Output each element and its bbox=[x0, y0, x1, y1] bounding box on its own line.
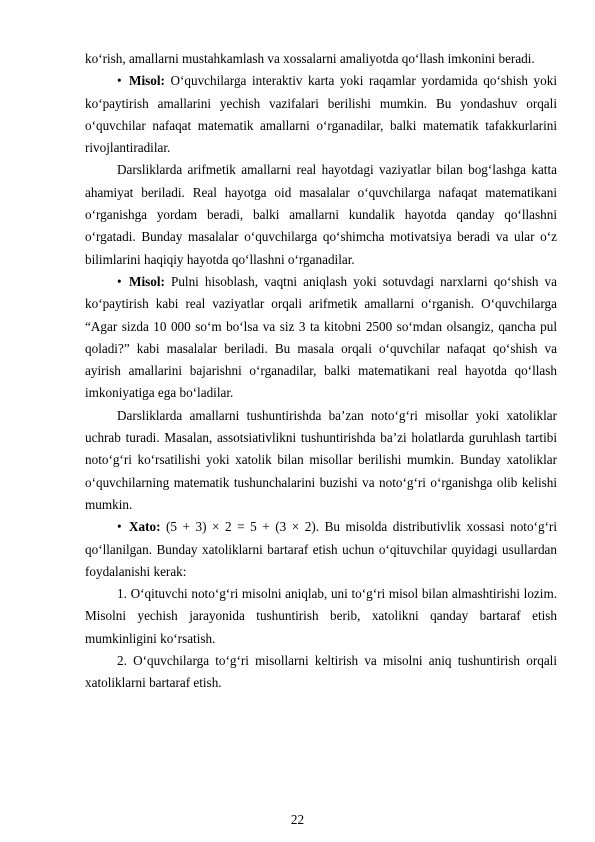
document-body bbox=[85, 48, 557, 695]
bullet-paragraph bbox=[85, 516, 557, 583]
bullet-icon: • bbox=[117, 73, 122, 89]
bullet-text: O‘quvchilarga interaktiv karta yoki raqamlar yordamida qo‘shish yoki ko‘paytirish amallarini yechish vazifalari berilishi mumkin. Bu yondashuv orqali o‘quvchilar nafaqat matematik amallarni o‘rganadilar, balki matematik tafakkurlarini rivojlantiradilar. bbox=[85, 73, 557, 156]
bullet-paragraph bbox=[85, 271, 557, 405]
bullet-paragraph bbox=[85, 70, 557, 159]
bullet-label: Xato: bbox=[129, 519, 161, 535]
bullet-label: Misol: bbox=[129, 273, 165, 289]
numbered-item: 1. O‘qituvchi noto‘g‘ri misolni aniqlab, uni to‘g‘ri misol bilan almashtirishi lozim. Misolni yechish jarayonida tushuntirish berib, xatolikni qanday bartaraf etish mumkinligini ko‘rsatish. bbox=[85, 586, 557, 646]
bullet-text: (5 + 3) × 2 = 5 + (3 × 2). Bu misolda distributivlik xossasi noto‘g‘ri qo‘llanilgan. Bunday xatoliklarni bartaraf etish uchun o‘qituvchilar quyidagi usullardan foydalanishi kerak: bbox=[85, 519, 557, 579]
paragraph: Darsliklarda arifmetik amallarni real hayotdagi vaziyatlar bilan bog‘lashga katta ahamiyat beriladi. Real hayotga oid masalalar o‘quvchilarga nafaqat matematikani o‘rganishga yordam beradi, balki amallarni kundalik hayotda qanday qo‘llashni o‘rgatadi. Bunday masalalar o‘quvchilarga qo‘shimcha motivatsiya beradi va ular o‘z bilimlarini haqiqiy hayotda qo‘llashni o‘rganadilar. bbox=[85, 162, 557, 267]
page-number: 22 bbox=[290, 812, 305, 827]
paragraph: ko‘rish, amallarni mustahkamlash va xossalarni amaliyotda qo‘llash imkonini beradi. bbox=[85, 51, 535, 66]
bullet-label: Misol: bbox=[129, 73, 165, 89]
bullet-text: Pulni hisoblash, vaqtni aniqlash yoki sotuvdagi narxlarni qo‘shish va ko‘paytirish kabi real vaziyatlar orqali arifmetik amallarni o‘rganish. O‘quvchilarga “Agar sizda 10 000 so‘m bo‘lsa va siz 3 ta kitobni 2500 so‘mdan olsangiz, qancha pul qoladi?” kabi masalalar beriladi. Bu masala orqali o‘quvchilar nafaqat qo‘shish va ayirish amallarini bajarishni o‘rganadilar, balki matematikani real hayotda qo‘llash imkoniyatiga ega bo‘ladilar. bbox=[85, 273, 557, 401]
numbered-item: 2. O‘quvchilarga to‘g‘ri misollarni keltirish va misolni aniq tushuntirish orqali xatoliklarni bartaraf etish. bbox=[85, 653, 557, 691]
bullet-icon: • bbox=[117, 273, 122, 289]
paragraph: Darsliklarda amallarni tushuntirishda ba’zan noto‘g‘ri misollar yoki xatoliklar uchrab turadi. Masalan, assotsiativlikni tushuntirishda ba’zi holatlarda guruhlash tartibi noto‘g‘ri ko‘rsatilishi yoki xatolik bilan misollar berilishi mumkin. Bunday xatoliklar o‘quvchilarning matematik tushunchalarini buzishi va noto‘g‘ri o‘rganishga olib kelishi mumkin. bbox=[85, 407, 557, 512]
bullet-icon: • bbox=[117, 519, 122, 535]
